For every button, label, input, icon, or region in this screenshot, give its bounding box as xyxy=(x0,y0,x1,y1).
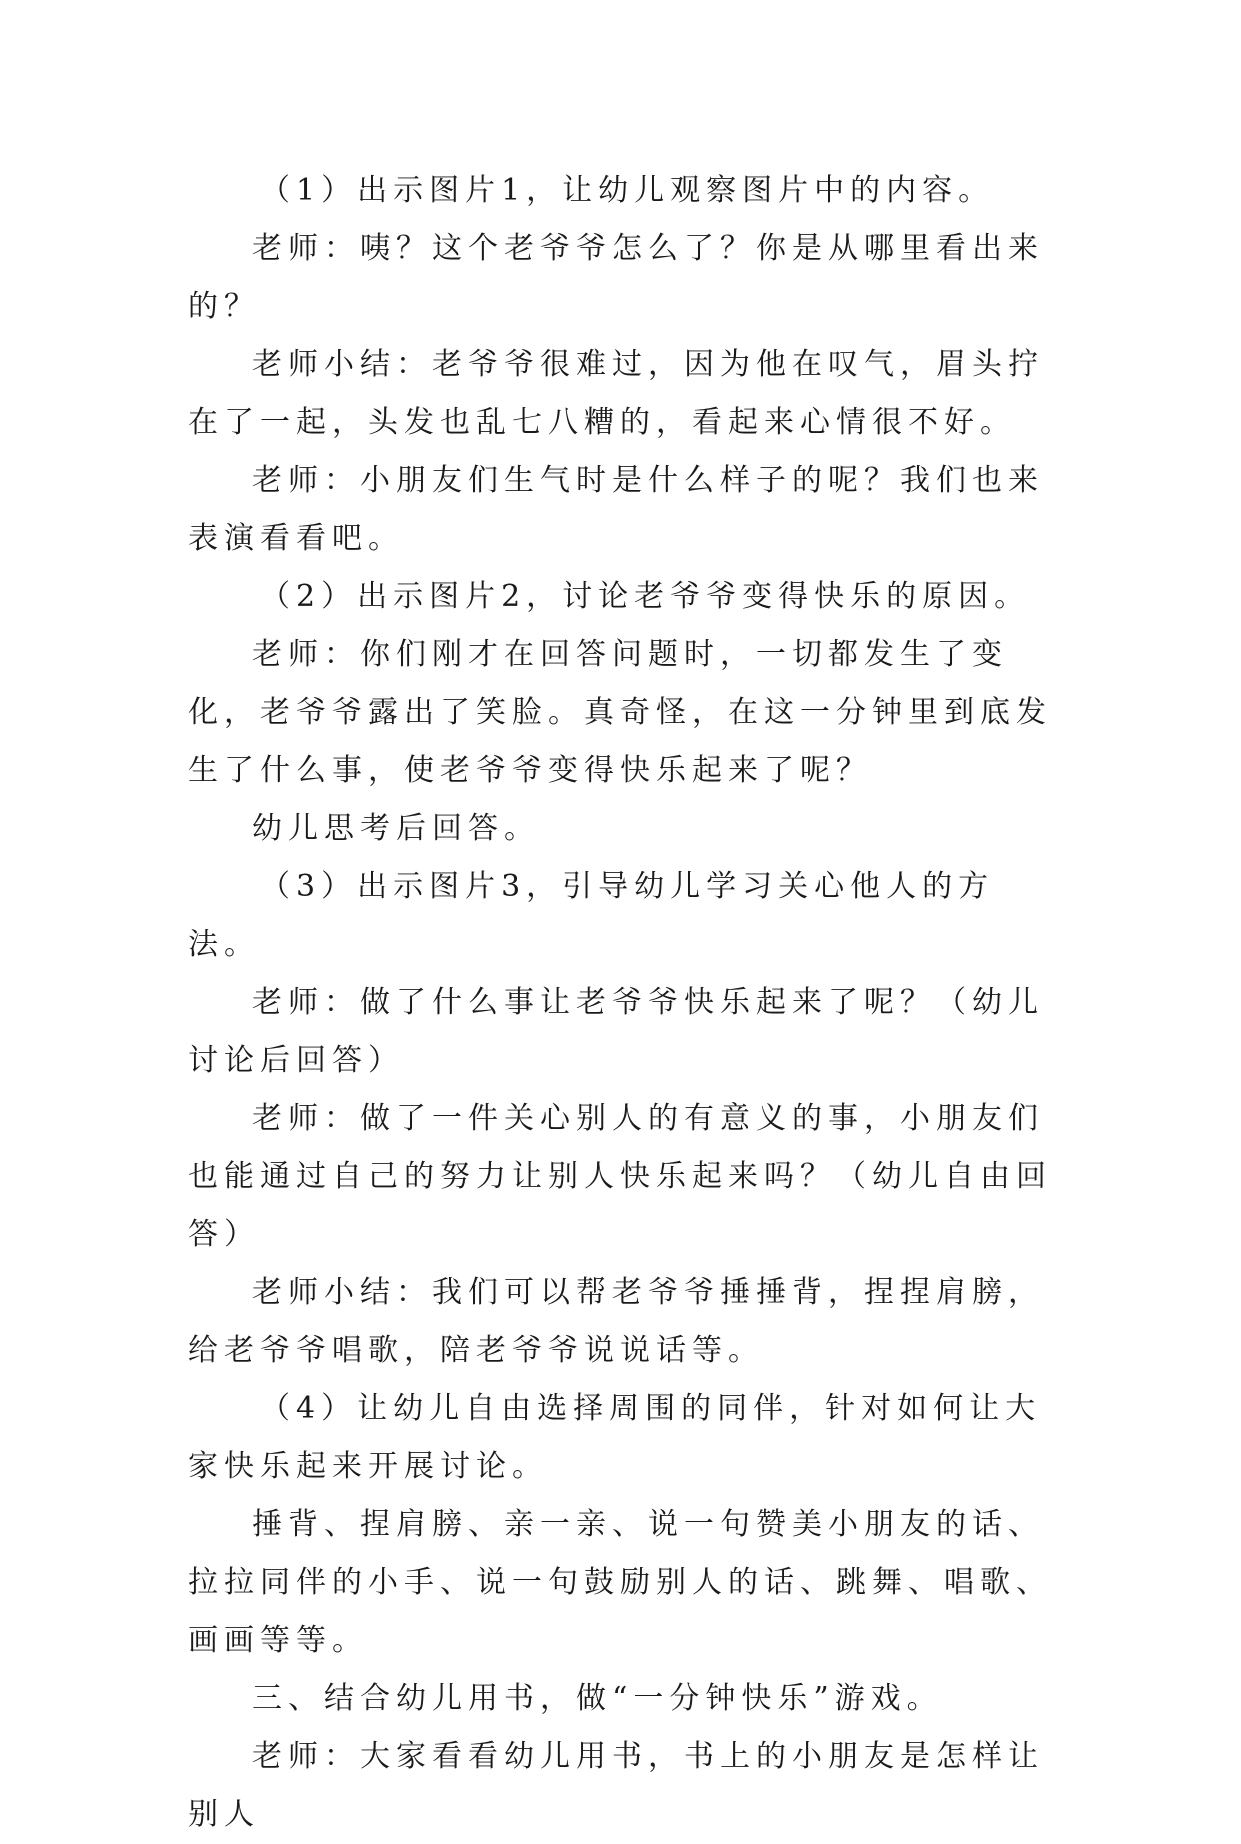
paragraph-step-3: （3）出示图片3，引导幼儿学习关心他人的方法。 xyxy=(188,869,995,962)
document-body xyxy=(188,162,1054,1844)
paragraph-teacher-question-2: 老师：小朋友们生气时是什么样子的呢？我们也来表演看看吧。 xyxy=(188,463,1044,556)
paragraph-section-3-heading: 三、结合幼儿用书，做“一分钟快乐”游戏。 xyxy=(252,1681,943,1716)
paragraph-teacher-question-1: 老师：咦？这个老爷爷怎么了？你是从哪里看出来的？ xyxy=(188,231,1044,324)
paragraph-step-1: （1）出示图片1，让幼儿观察图片中的内容。 xyxy=(260,173,995,208)
paragraph-activity-list: 捶背、捏肩膀、亲一亲、说一句赞美小朋友的话、拉拉同伴的小手、说一句鼓励别人的话、跳舞、唱歌、画画等等。 xyxy=(188,1507,1052,1658)
paragraph-teacher-question-4: 老师：做了什么事让老爷爷快乐起来了呢？（幼儿讨论后回答） xyxy=(188,985,1044,1078)
paragraph-children-answer: 幼儿思考后回答。 xyxy=(252,811,540,846)
paragraph-teacher-summary-1: 老师小结：老爷爷很难过，因为他在叹气，眉头拧在了一起，头发也乱七八糟的，看起来心情很不好。 xyxy=(188,347,1044,440)
paragraph-teacher-question-5: 老师：做了一件关心别人的有意义的事，小朋友们也能通过自己的努力让别人快乐起来吗？（幼儿自由回答） xyxy=(188,1101,1052,1252)
paragraph-teacher-summary-2: 老师小结：我们可以帮老爷爷捶捶背，捏捏肩膀，给老爷爷唱歌，陪老爷爷说说话等。 xyxy=(188,1275,1044,1368)
paragraph-step-2: （2）出示图片2，讨论老爷爷变得快乐的原因。 xyxy=(260,579,1031,614)
paragraph-teacher-question-3: 老师：你们刚才在回答问题时，一切都发生了变化，老爷爷露出了笑脸。真奇怪，在这一分钟里到底发生了什么事，使老爷爷变得快乐起来了呢？ xyxy=(188,637,1052,788)
paragraph-step-4: （4）让幼儿自由选择周围的同伴，针对如何让大家快乐起来开展讨论。 xyxy=(188,1391,1042,1484)
paragraph-teacher-question-6: 老师：大家看看幼儿用书，书上的小朋友是怎样让别人 xyxy=(188,1739,1044,1832)
